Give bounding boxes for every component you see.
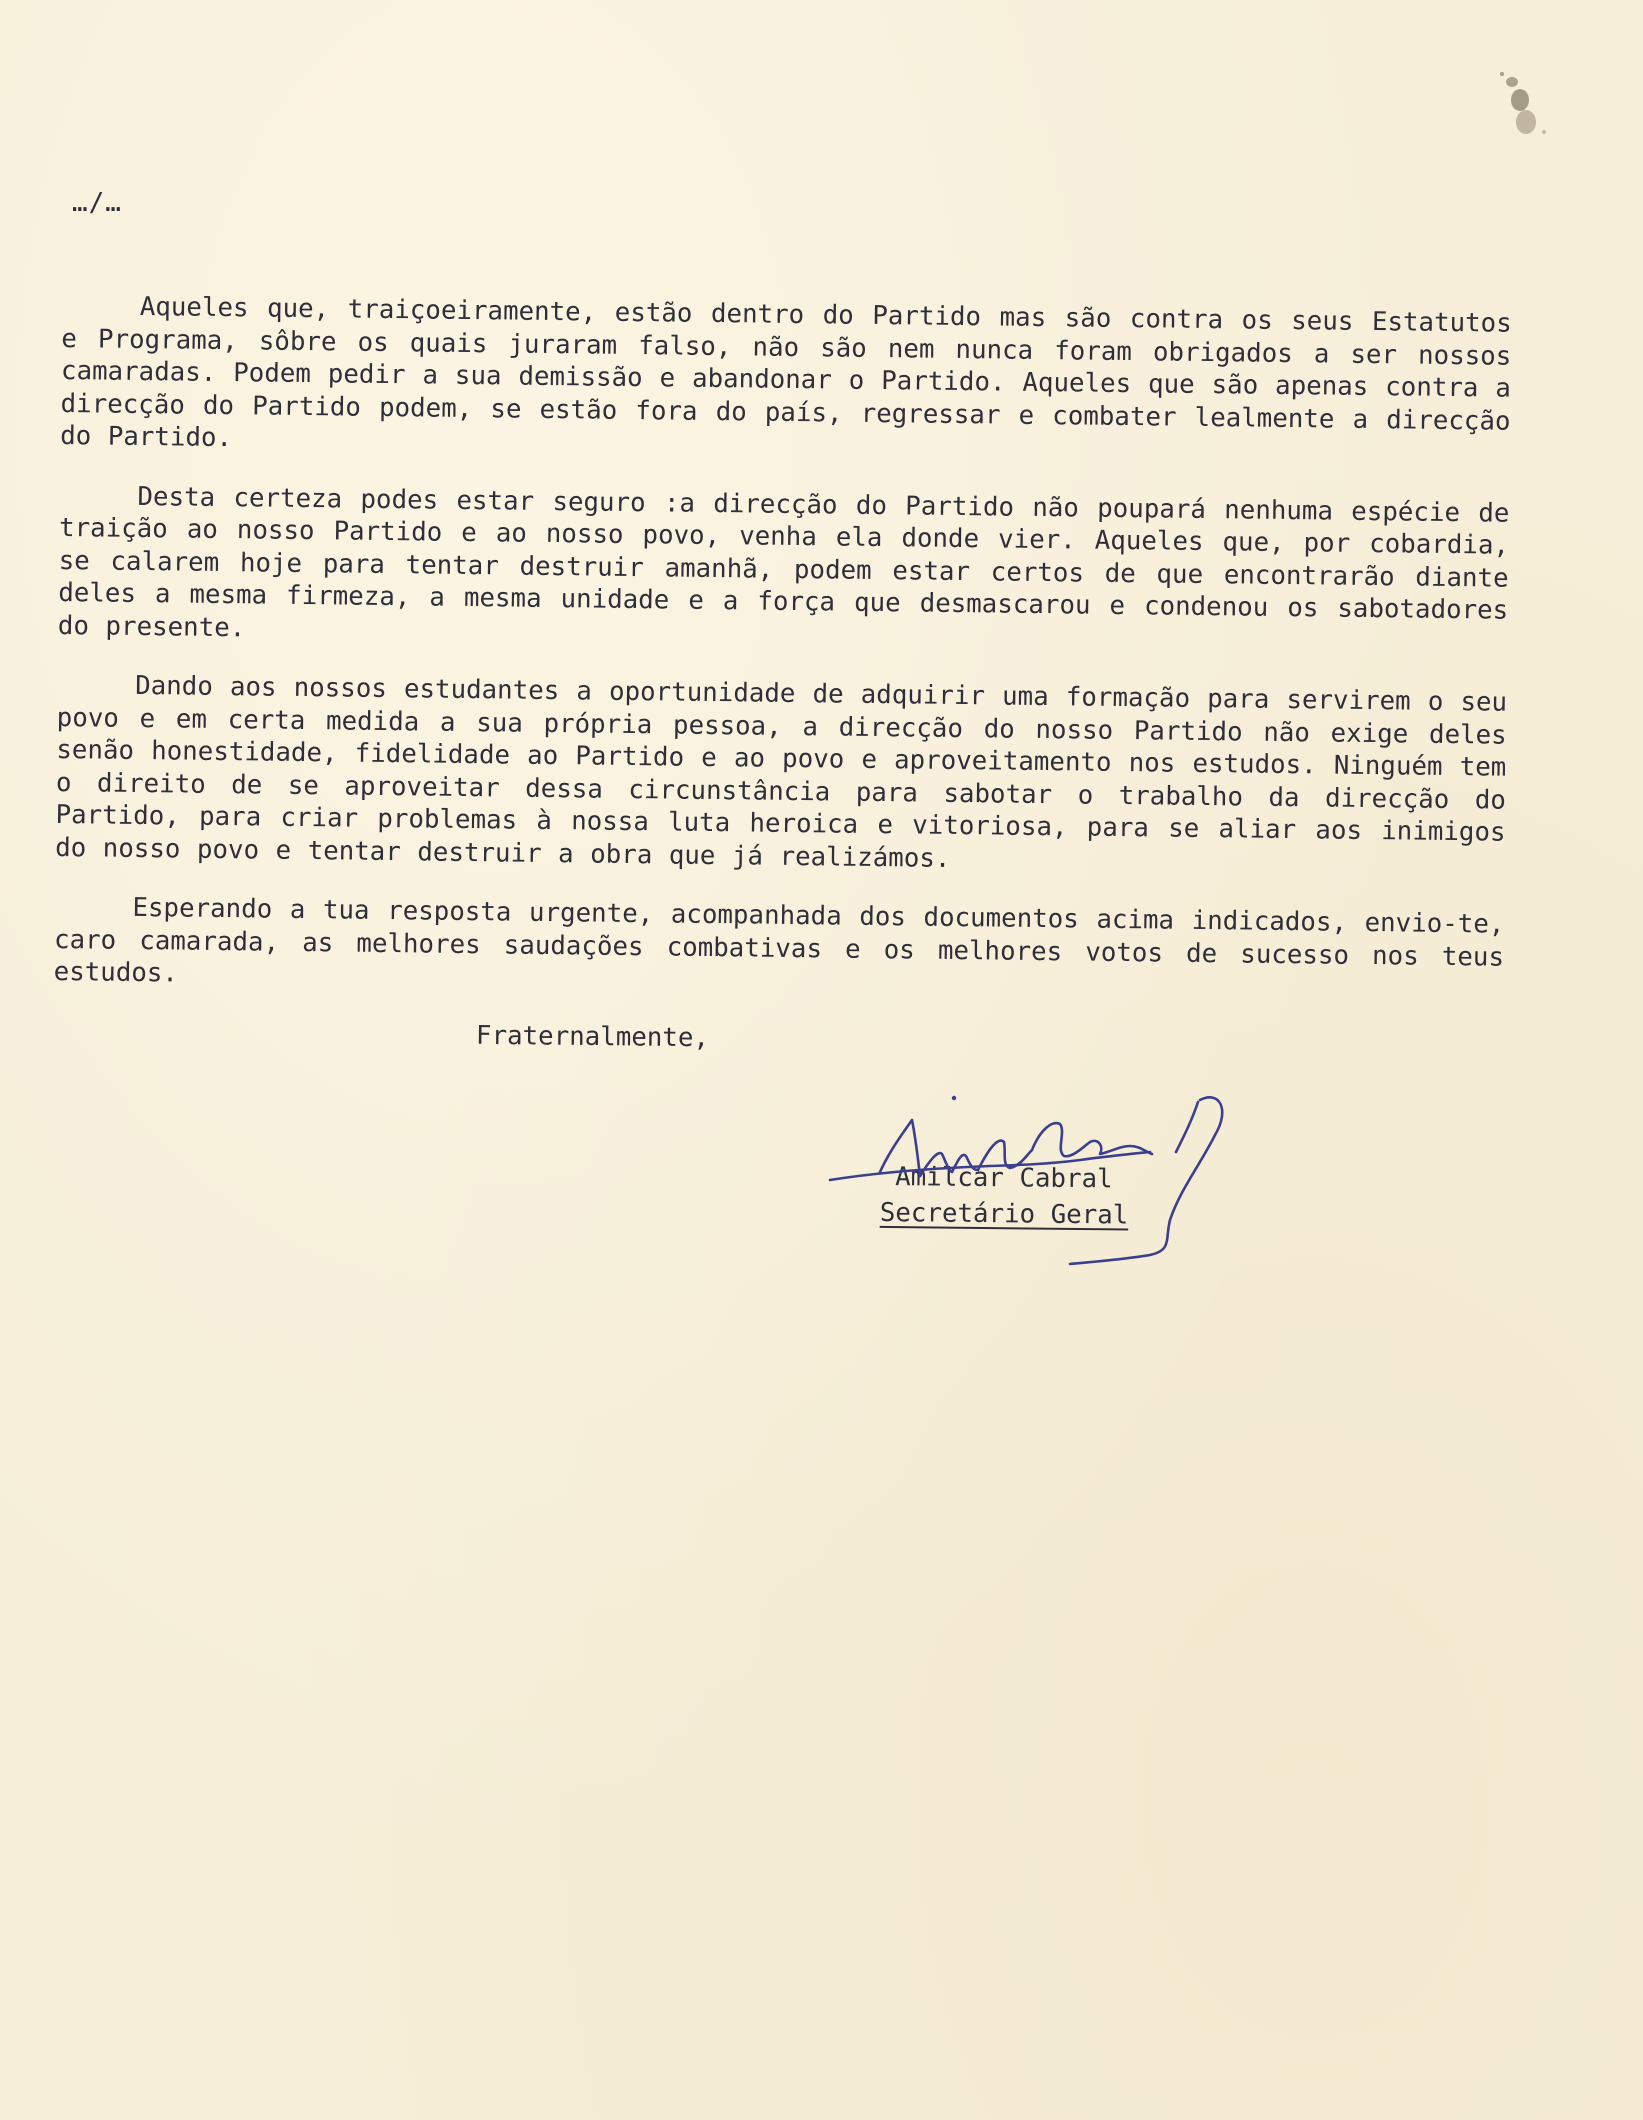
signature-block [835,1158,1129,1233]
paragraph-1: Aqueles que, traiçoeiramente, estão dentro do Partido mas são contra os seus Estatutos e Programa, sôbre os quais juraram falso, não são nem nunca foram obrigados a ser nossos camaradas. Podem pedir a sua demissão e abandonar o Partido. Aqueles que são apenas contra a direcção do Partido podem, se estão fora do país, regressar e combater lealmente a direcção do Partido. [60,291,1512,454]
continuation-mark: …/… [72,188,122,218]
closing-salutation: Fraternalmente, [475,1020,710,1054]
ink-stain-icon [1490,70,1550,150]
paragraph-3: Dando aos nossos estudantes a oportunidade de adquirir uma formação para servirem o seu povo e em certa medida a sua própria pessoa, a direcção do nosso Partido não exige deles senão honestidade, fidelidade ao Partido e ao povo e aproveitamento nos estudos. Ninguém tem o direito de se aproveitar dessa circunstância para sabotar o trabalho da direcção do Partido, para criar problemas à nossa luta heroica e vitoriosa, para se aliar aos inimigos do nosso povo e tentar destruir a obra que já realizámos. [55,670,1508,874]
paragraph-4: Esperando a tua resposta urgente, acompanhada dos documentos acima indicados, envio-te, caro camarada, as melhores saudações combativas e os melhores votos de sucesso nos teus estudos. [53,892,1505,989]
signer-name: Amilcar Cabral [895,1162,1113,1195]
letter-body [53,290,1512,1033]
signer-title: Secretário Geral [879,1197,1129,1231]
paragraph-2: Desta certeza podes estar seguro :a direcção do Partido não poupará nenhuma espécie de traição ao nosso Partido e ao nosso povo, venha ela donde vier. Aqueles que, por cobardia, se calarem hoje para tentar destruir amanhã, podem estar certos de que encontrarão diante deles a mesma firmeza, a mesma unidade e a força que desmascarou e condenou os sabotadores do presente. [57,481,1510,643]
